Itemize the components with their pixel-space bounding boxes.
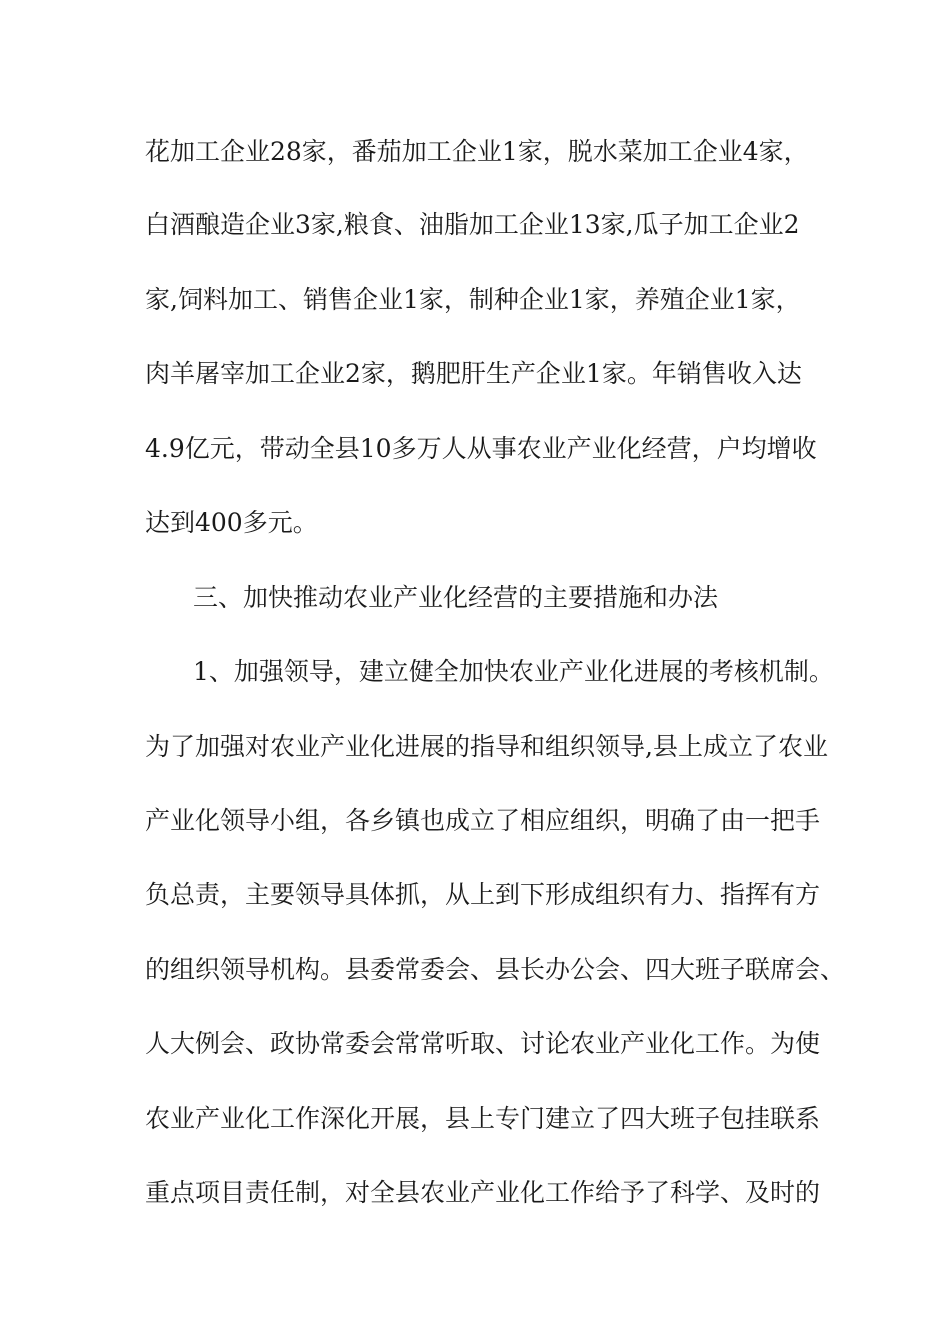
text-line: 的组织领导机构。县委常委会、县长办公会、四大班子联席会、	[145, 955, 846, 984]
text-line: 农业产业化工作深化开展，县上专门建立了四大班子包挂联系	[145, 1104, 821, 1133]
subsection-heading: 1、加强领导，建立健全加快农业产业化进展的考核机制。	[193, 657, 834, 686]
text-line: 达到400多元。	[145, 508, 318, 537]
text-line: 4.9亿元，带动全县10多万人从事农业产业化经营，户均增收	[145, 434, 817, 463]
text-line: 肉羊屠宰加工企业2家，鹅肥肝生产企业1家。年销售收入达	[145, 359, 802, 388]
text-line: 白酒酿造企业3家,粮食、油脂加工企业13家,瓜子加工企业2	[145, 210, 800, 239]
section-heading: 三、加快推动农业产业化经营的主要措施和办法	[193, 583, 719, 612]
text-line: 重点项目责任制，对全县农业产业化工作给予了科学、及时的	[145, 1178, 821, 1207]
text-line: 为了加强对农业产业化进展的指导和组织领导,县上成立了农业	[145, 732, 828, 761]
text-line: 家,饲料加工、销售企业1家，制种企业1家，养殖企业1家，	[145, 285, 801, 314]
text-line: 负总责，主要领导具体抓，从上到下形成组织有力、指挥有方	[145, 880, 821, 909]
text-line: 人大例会、政协常委会常常听取、讨论农业产业化工作。为使	[145, 1029, 821, 1058]
text-line: 花加工企业28家，番茄加工企业1家，脱水菜加工企业4家，	[145, 137, 809, 166]
text-line: 产业化领导小组，各乡镇也成立了相应组织，明确了由一把手	[145, 806, 821, 835]
